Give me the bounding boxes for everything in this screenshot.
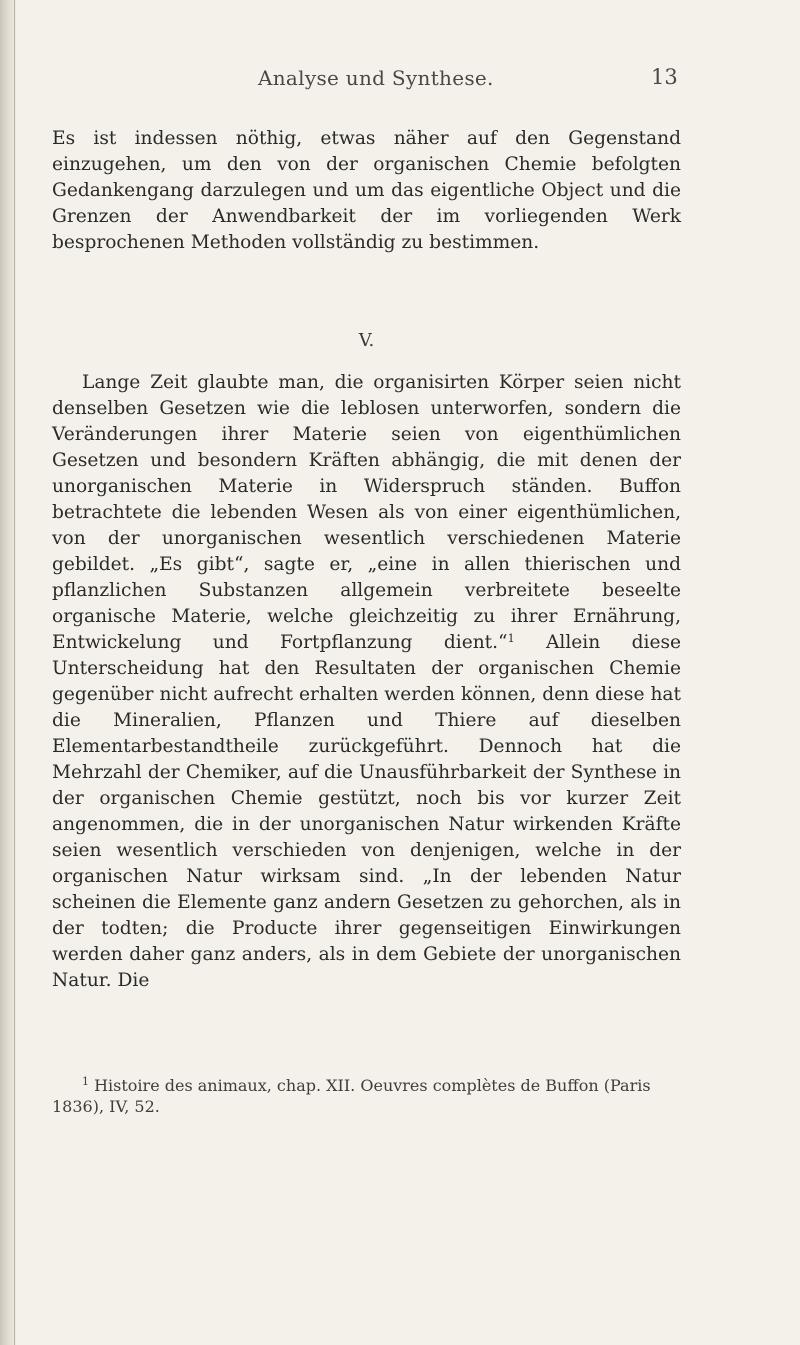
paragraph-main-text-2: Allein diese Unterscheidung hat den Resultaten der organischen Chemie gegenüber nicht aufrecht erhalten werden können, denn diese hat die Mineralien, Pflanzen und Thiere auf dieselben Elementarbestandtheile zurückgeführt. Dennoch hat die Mehrzahl der Chemiker, auf die Unausführbarkeit der Synthese in der organischen Chemie gestützt, noch bis vor kurzer Zeit angenommen, die in der unorganischen Natur wirkenden Kräfte seien wesentlich verschieden von denjenigen, welche in der organischen Natur wirksam sind. „In der lebenden Natur scheinen die Elemente ganz andern Gesetzen zu gehorchen, als in der todten; die Producte ihrer gegenseitigen Einwirkungen werden daher ganz anders, als in dem Gebiete der unorganischen Natur. Die	[52, 632, 682, 991]
paragraph-main-text-1: Lange Zeit glaubte man, die organisirten Körper seien nicht denselben Gesetzen wie die leblosen unterworfen, sondern die Veränderungen ihrer Materie seien von eigenthümlichen Gesetzen und besondern Kräften abhängig, die mit denen der unorganischen Materie in Widerspruch ständen. Buffon betrachtete die lebenden Wesen als von einer eigenthümlichen, von der unorganischen wesentlich verschiedenen Materie gebildet. „Es gibt“, sagte er, „eine in allen thierischen und pflanzlichen Substanzen allgemein verbreitete beseelte organische Materie, welche gleichzeitig zu ihrer Ernährung, Entwickelung und Fortpflanzung dient.“	[52, 372, 681, 653]
footnote-reference: 1	[507, 632, 515, 645]
footnote-text: Histoire des animaux, chap. XII. Oeuvres complètes de Buffon (Paris 1836), IV, 52.	[52, 1076, 651, 1116]
footnote	[52, 1075, 681, 1117]
section-heading: V.	[358, 330, 375, 351]
page-header	[0, 66, 800, 96]
running-title: Analyse und Synthese.	[258, 66, 494, 90]
paragraph-main	[52, 370, 681, 994]
footnote-marker: 1	[82, 1075, 89, 1088]
page-number: 13	[651, 65, 678, 89]
paragraph-intro: Es ist indessen nöthig, etwas näher auf den Gegenstand einzugehen, um den von der organischen Chemie befolgten Gedankengang darzulegen und um das eigentliche Object und die Grenzen der Anwendbarkeit der im vorliegenden Werk besprochenen Methoden vollständig zu bestimmen.	[52, 128, 681, 253]
